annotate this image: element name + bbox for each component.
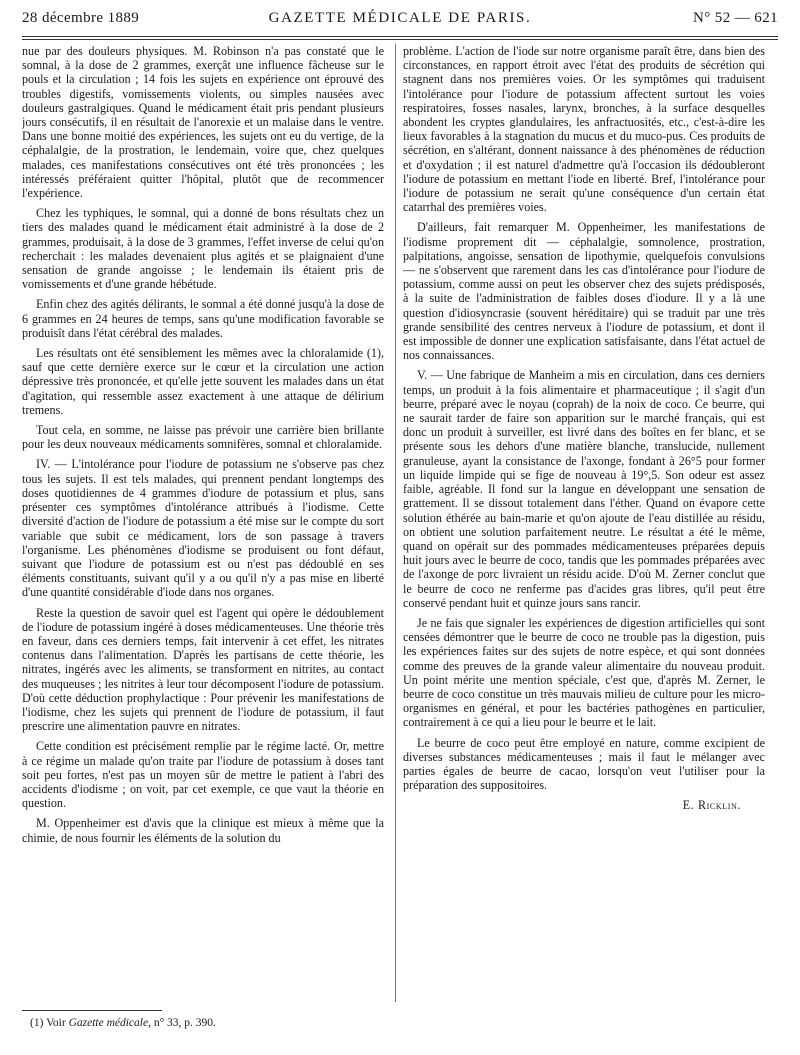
author-signature: E. Ricklin. — [682, 798, 741, 813]
issue-date: 28 décembre 1889 — [22, 10, 140, 26]
paragraph: IV. — L'intolérance pour l'iodure de potassium ne s'observe pas chez tous les sujets. Il est tels malades, qui prennent pendant longtemps des doses quotidiennes de 4 grammes d'iodure de potassium et plus, sans présenter ces symptômes d'intolérance attribués à l'iodisme. Cette diversité d'action de l'iodure de potassium a été mise sur le compte du sort variable que subit ce médicament, lors de son passage à travers l'organisme. Les phénomènes d'iodisme se produisent ou font défaut, suivant que l'iodure de potassium est ou n'est pas dédoublé en ses éléments constituants, suivant qu'il y a ou qu'il n'y a pas mise en liberté d'une quantité considérable d'iode dans nos organes. — [22, 457, 384, 600]
footnote-reference: n° 33, p. 390. — [153, 1017, 216, 1029]
paragraph: problème. L'action de l'iode sur notre organisme paraît être, dans bien des circonstances, en rapport étroit avec l'état des produits de sécrétion qui stagnent dans nos premières voies. Or les symptômes qui traduisent l'intolérance pour l'iodure de potassium affectent surtout les voies respiratoires, fosses nasales, larynx, bronches, à la surface desquelles abondent les cryptes glandulaires, les anfractuosités, etc., c'est-à-dire les lieux favorables à la stagnation du mucus et du muco-pus. Ces produits de sécrétion, en s'altérant, donnent naissance à des phénomènes de réduction et d'oxydation ; il est naturel d'admettre qu'à l'occasion ils dédoubleront l'iodure de potassium en mettant l'iode en liberté. Bref, l'intolérance pour l'iodure de potassium ne serait qu'une conséquence d'un certain état catarrhal des premières voies. — [403, 44, 765, 215]
issue-and-page-number: N° 52 — 621 — [693, 10, 778, 26]
footnote-rule — [22, 1010, 162, 1011]
paragraph: V. — Une fabrique de Manheim a mis en circulation, dans ces derniers temps, un produit à la fois alimentaire et pharmaceutique ; il s'agit d'un beurre, préparé avec le noyau (coprah) de la noix de coco. Ce beurre, qui ne saurait tarder de faire son apparition sur le marché français, qui est donc un produit à surveiller, est livré dans des boîtes en fer blanc, et se présente sous les dehors d'une matière blanche, translucide, nullement granuleuse, ayant la consistance de l'axonge, fondant à 26°5 pour former un liquide limpide qui se fige de nouveau à 19°,5. Son odeur est assez faible, agréable. Il fond sur la langue en développant une sensation de grattement. Il se dissout totalement dans l'éther. Quand on évapore cette solution éthérée au bain-marie et qu'on ajoute de l'eau distillée au résidu, on obtient une solution parfaitement neutre. Le résultat a été le même, quand on opérait sur des pommades médicamenteuses préparées depuis huit jours avec le beurre de coco, tandis que les pommades préparées avec de l'axonge de porc livraient un résidu acide. D'où M. Zerner conclut que le beurre de coco ne renferme pas d'acides gras libres, qu'il peut être conservé pendant huit et quinze jours sans rancir. — [403, 368, 765, 610]
footnote-journal: Gazette médicale, — [68, 1017, 151, 1029]
paragraph: Cette condition est précisément remplie par le régime lacté. Or, mettre à ce régime un malade qu'on traite par l'iodure de potassium à doses tant soit peu fortes, n'est pas un moyen sûr de mettre le patient à l'abri des accidents d'iodisme ; on voit, par cet exemple, ce que vaut la théorie en question. — [22, 739, 384, 811]
paragraph: D'ailleurs, fait remarquer M. Oppenheimer, les manifestations de l'iodisme proprement dit — céphalalgie, somnolence, prostration, palpitations, angoisse, sensation de lipothymie, quelquefois convulsions — ne s'observent que rarement dans les cas d'intolérance pour l'iodure de potassium, comme aussi on peut les observer chez des sujets prédisposés, à la suite de l'administration de faibles doses d'iodure. Il y a là une question d'idiosyncrasie (souvent héréditaire) qui se traduit par une très grande sensibilité des centres nerveux à l'iodure de potassium, et dont il est impossible de donner une explication satisfaisante, dans l'état actuel de nos connaissances. — [403, 220, 765, 363]
paragraph: Reste la question de savoir quel est l'agent qui opère le dédoublement de l'iodure de potassium ingéré à doses médicamenteuses. Une théorie très en faveur, dans ces derniers temps, fait intervenir à cet effet, les nitrates contenus dans l'alimentation. D'après les partisans de cette théorie, les nitrates, ingérés avec les aliments, se transforment en nitrites, au contact des muqueuses ; les nitrites à leur tour décomposent l'iodure de potassium. D'où cette déduction prophylactique : Pour prévenir les manifestations de l'iodisme, chez les sujets qui prennent de l'iodure de potassium, il faut prescrire une alimentation pauvre en nitrates. — [22, 605, 384, 734]
paragraph: Tout cela, en somme, ne laisse pas prévoir une carrière bien brillante pour les deux nouveaux médicaments somnifères, somnal et chloralamide. — [22, 423, 384, 452]
paragraph: Chez les typhiques, le somnal, qui a donné de bons résultats chez un tiers des malades quand le médicament était administré à la dose de 2 grammes, produisait, à la dose de 3 grammes, l'effet inverse de celui qu'on recherchait : les malades devenaient plus agités et se plaignaient d'une sensation de grande angoisse ; le lendemain ils étaient pris de vomissements et d'une grande hébétude. — [22, 206, 384, 292]
paragraph: M. Oppenheimer est d'avis que la clinique est mieux à même que la chimie, de nous fournir les éléments de la solution du — [22, 816, 384, 845]
right-column — [403, 44, 765, 994]
header-rule — [22, 36, 778, 37]
paragraph: nue par des douleurs physiques. M. Robinson n'a pas constaté que le somnal, à la dose de 2 grammes, exerçât une influence fâcheuse sur le pouls et la circulation ; 14 fois les sujets en expérience ont éprouvé des troubles digestifs, vomissements violents, ou simples nausées avec douleurs gastralgiques. Quand le médicament était pris pendant plusieurs jours consécutifs, il en résultait de l'anorexie et un malaise dans le ventre. Dans une bonne moitié des expériences, les sujets ont eu du vertige, de la céphalalgie, de la prostration, le lendemain, voire que, chez quelques malades, ces manifestations consécutives ont été très prononcées ; les intéressés préféraient quitter l'hôpital, plutôt que de recommencer l'expérience. — [22, 44, 384, 201]
footnote — [30, 1017, 216, 1029]
page-header — [22, 10, 778, 32]
journal-title: GAZETTE MÉDICALE DE PARIS. — [268, 10, 532, 26]
header-rule-double — [22, 39, 778, 40]
column-divider — [395, 44, 396, 1002]
footnote-prefix: (1) Voir — [30, 1017, 66, 1029]
paragraph: Le beurre de coco peut être employé en nature, comme excipient de diverses substances médicamenteuses ; mais il faut le mélanger avec parties égales de beurre de cacao, lorsqu'on veut l'utiliser pour la préparation des suppositoires. — [403, 735, 765, 793]
paragraph: Je ne fais que signaler les expériences de digestion artificielles qui sont censées démontrer que le beurre de coco ne trouble pas la digestion, puis les expériences faites sur des sujets de notre espèce, et qui sont données comme des preuves de la grande valeur alimentaire du nouveau produit. Un point mérite une mention spéciale, c'est que, d'après M. Zerner, le beurre de coco constitue un très mauvais milieu de culture pour les micro-organismes en général, et pour les bactéries pathogènes en particulier, contrairement à ce qui a lieu pour le beurre et le lait. — [403, 615, 765, 730]
left-column — [22, 44, 384, 994]
paragraph: Les résultats ont été sensiblement les mêmes avec la chloralamide (1), sauf que cette dernière exerce sur le cœur et la circulation une action dépressive très prononcée, et qu'elle jette souvent les malades dans un état d'agitation, qui ressemble assez exactement à une attaque de délirium tremens. — [22, 346, 384, 417]
paragraph: Enfin chez des agités délirants, le somnal a été donné jusqu'à la dose de 6 grammes en 24 heures de temps, sans qu'une modification favorable se produisît dans l'état cérébral des malades. — [22, 297, 384, 340]
